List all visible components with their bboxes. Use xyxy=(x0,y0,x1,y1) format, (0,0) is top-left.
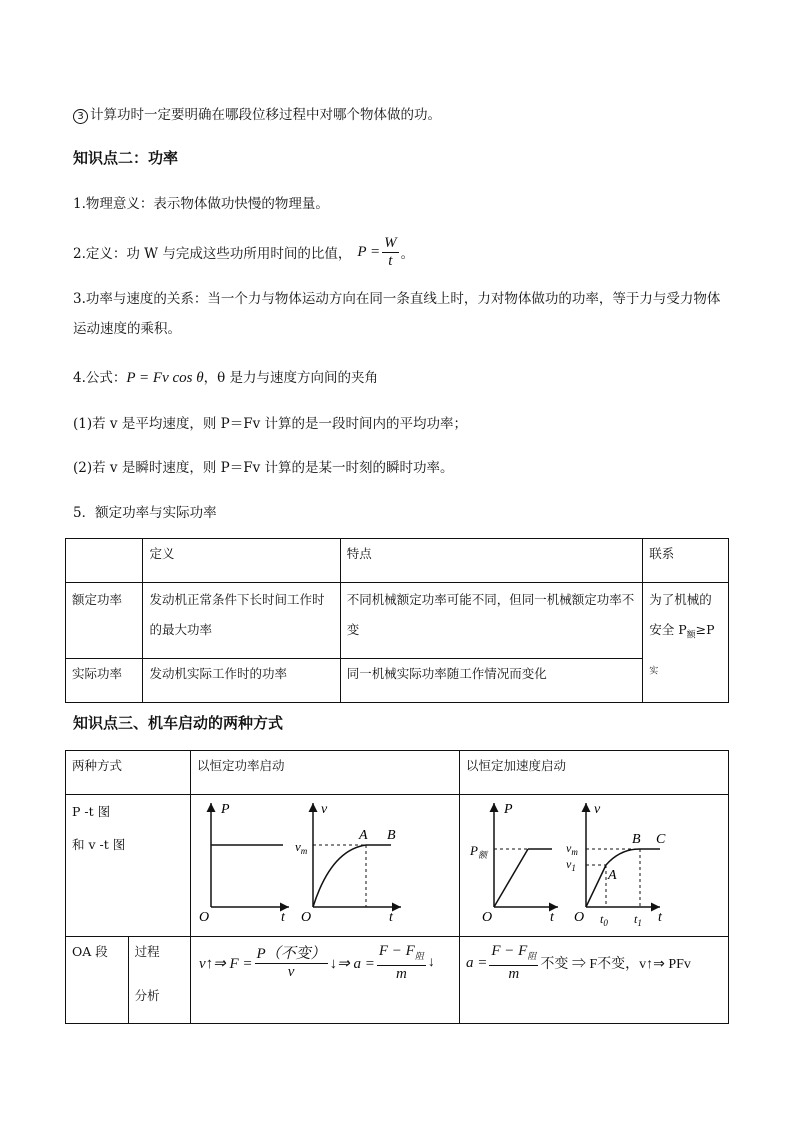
table-header-cell xyxy=(66,539,143,583)
formula-1-part-b: ↓⇒ a = xyxy=(329,955,375,972)
v1-label: $v_1$ xyxy=(565,857,576,873)
table-row xyxy=(66,539,729,583)
relation-cell xyxy=(643,583,729,703)
item-4-suffix: ，θ 是力与速度方向间的夹角 xyxy=(203,370,379,386)
axis-label-t: t xyxy=(280,910,285,925)
axis-label-t: t xyxy=(549,910,554,925)
process-label-1: 过程 xyxy=(134,944,160,959)
p-rated-label: $P_额$ xyxy=(469,843,487,860)
relation-mid: ≥P xyxy=(695,622,715,637)
table-header-cell: 定义 xyxy=(143,539,340,583)
linear-velocity-line xyxy=(586,865,606,907)
constant-acceleration-analysis xyxy=(459,937,728,1024)
item-2-lhs: P = xyxy=(357,243,381,260)
formula-2-num: $F - F_阻$ xyxy=(489,943,538,966)
relation-sub-actual: 实 xyxy=(649,666,659,676)
point-c-label: C xyxy=(655,832,666,847)
process-label-cell xyxy=(128,937,190,1024)
item-4-formula: P = Fv cos θ xyxy=(126,370,204,386)
note-3 xyxy=(73,103,441,124)
relation-text: 为了机械的安全 P xyxy=(649,592,712,637)
table-header-cell: 两种方式 xyxy=(66,751,191,795)
formula-2 xyxy=(466,941,726,985)
table-row xyxy=(66,659,729,703)
note-3-text: 计算功时一定要明确在哪段位移过程中对哪个物体做的功。 xyxy=(90,107,441,123)
item-4b: (2)若 v 是瞬时速度，则 P＝Fv 计算的是某一时刻的瞬时功率。 xyxy=(73,460,454,476)
formula-1-num-2: $F - F_阻$ xyxy=(377,943,426,966)
axis-label-p: P xyxy=(503,802,513,817)
section-3-title: 知识点三、机车启动的两种方式 xyxy=(73,714,284,732)
table-header-cell: 联系 xyxy=(643,539,729,583)
item-2 xyxy=(73,232,414,272)
formula-1-den-1: v xyxy=(287,963,295,980)
constant-power-analysis xyxy=(190,937,459,1024)
t1-label: $t_1$ xyxy=(633,912,642,928)
table-header-cell: 特点 xyxy=(340,539,643,583)
item-1: 1.物理意义：表示物体做功快慢的物理量。 xyxy=(73,196,329,212)
table-header-cell: 以恒定功率启动 xyxy=(190,751,459,795)
item-2-fraction xyxy=(382,235,399,270)
formula-1-fraction-2 xyxy=(377,943,426,983)
power-comparison-table xyxy=(65,538,729,703)
axis-label-v: v xyxy=(593,802,601,817)
process-label-2: 分析 xyxy=(134,988,160,1003)
vm-label: $v_m$ xyxy=(565,841,578,857)
point-b-label: B xyxy=(386,828,396,843)
row-definition: 发动机正常条件下长时间工作时的最大功率 xyxy=(143,583,340,659)
item-3: 3.功率与速度的关系：当一个力与物体运动方向在同一条直线上时，力对物体做功的功率，等于力与受力物体运动速度的乘积。 xyxy=(73,291,721,337)
t0-label: $t_0$ xyxy=(599,912,608,928)
item-4-prefix: 4.公式： xyxy=(73,370,127,386)
origin-label-2: O xyxy=(573,910,585,925)
constant-acceleration-graphs xyxy=(460,795,728,933)
table-header-cell: 以恒定加速度启动 xyxy=(459,751,728,795)
item-4a: (1)若 v 是平均速度，则 P＝Fv 计算的是一段时间内的平均功率； xyxy=(73,416,467,432)
axis-label-p: P xyxy=(220,802,230,817)
origin-label: O xyxy=(198,910,210,925)
velocity-curve xyxy=(313,845,366,907)
row-feature: 同一机械实际功率随工作情况而变化 xyxy=(340,659,643,703)
formula-2-den: m xyxy=(508,966,520,982)
row-feature: 不同机械额定功率可能不同，但同一机械额定功率不变 xyxy=(340,583,643,659)
startup-methods-table xyxy=(65,750,729,1024)
relation-sub-rated: 额 xyxy=(686,630,696,641)
item-2-suffix: 。 xyxy=(400,246,415,262)
graph-label-line-2: 和 v -t 图 xyxy=(72,837,126,852)
row-name: 实际功率 xyxy=(66,659,143,703)
formula-1-part-a: v↑⇒ F = xyxy=(198,955,253,972)
formula-1 xyxy=(199,941,455,985)
item-5: 5．额定功率与实际功率 xyxy=(73,505,217,521)
oa-label: OA 段 xyxy=(66,937,129,1024)
item-4 xyxy=(73,366,378,387)
row-definition: 发动机实际工作时的功率 xyxy=(143,659,340,703)
table-row xyxy=(66,937,729,1024)
item-2-prefix: 2.定义：功 W 与完成这些功所用时间的比值， xyxy=(73,246,352,262)
axis-label-t-2: t xyxy=(657,910,662,925)
circled-number: 3 xyxy=(73,109,88,124)
formula-1-num-1: P（不变） xyxy=(256,945,326,962)
table-row xyxy=(66,795,729,937)
point-b-label: B xyxy=(631,832,641,847)
item-2-denominator: t xyxy=(388,252,393,269)
item-2-numerator: W xyxy=(384,234,397,251)
constant-power-graphs xyxy=(191,795,459,933)
graph-label-line-1: P -t 图 xyxy=(72,804,111,819)
formula-2-part-b: 不变 ⇒ F不变，v↑⇒ PFv xyxy=(540,957,691,972)
constant-power-graphs-cell xyxy=(190,795,459,937)
formula-2-part-a: a = xyxy=(465,954,488,971)
row-name: 额定功率 xyxy=(66,583,143,659)
point-a-label: A xyxy=(607,868,617,883)
table-row xyxy=(66,583,729,659)
formula-1-part-c: ↓ xyxy=(427,955,435,970)
velocity-curve xyxy=(606,849,640,865)
vm-label: $v_m$ xyxy=(294,839,308,856)
origin-label: O xyxy=(481,910,493,925)
formula-1-den-2: m xyxy=(395,966,407,982)
table-row xyxy=(66,751,729,795)
power-ramp-line xyxy=(494,849,528,907)
section-2-title: 知识点二：功率 xyxy=(73,149,179,167)
graph-label-cell xyxy=(66,795,191,937)
formula-1-fraction-1 xyxy=(255,946,328,981)
constant-acceleration-graphs-cell xyxy=(459,795,728,937)
formula-2-fraction xyxy=(489,943,538,983)
axis-label-v: v xyxy=(320,802,328,817)
axis-label-t-2: t xyxy=(388,910,393,925)
point-a-label: A xyxy=(358,828,368,843)
origin-label-2: O xyxy=(300,910,312,925)
